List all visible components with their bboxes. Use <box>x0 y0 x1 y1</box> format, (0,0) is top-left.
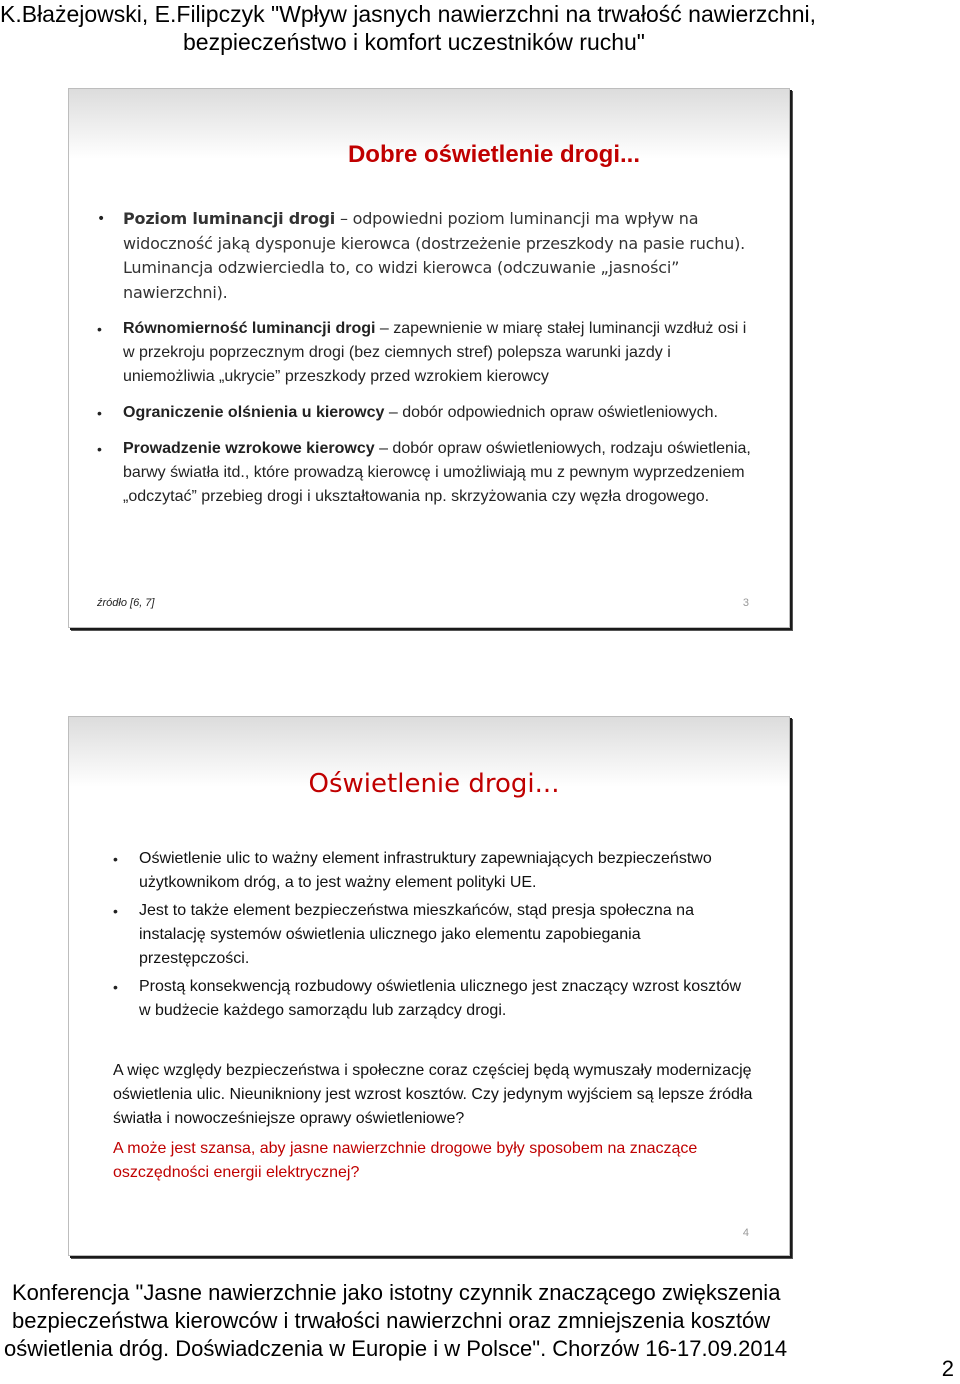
summary-paragraph: A więc względy bezpieczeństwa i społeczne coraz częściej będą wymuszały modernizację oświetlenia ulic. Nieunikniony jest wzrost kosztów. Czy jedynym wyjściem są lepsze źródła światła i nowocześniejsze oprawy oświetleniowe? <box>113 1062 753 1127</box>
footer-line-1: Konferencja "Jasne nawierzchnie jako istotny czynnik znaczącego zwiększenia <box>12 1280 781 1305</box>
slide-title: Oświetlenie drogi... <box>308 769 560 799</box>
bullet-text: – dobór opraw oświetleniowych, rodzaju oświetlenia, barwy światła itd., które prowadzą kierowcę i umożliwiają mu z pewnym wyprzedzeniem „odczytać” przebieg drogi i ukształtowania np. skrzyżowania czy węzła drogowego. <box>123 440 751 505</box>
highlight-paragraph: A może jest szansa, aby jasne nawierzchnie drogowe były sposobem na znaczące oszczędności energii elektrycznej? <box>113 1140 698 1181</box>
slide-4 <box>68 716 790 1256</box>
bullet-label: Ograniczenie olśnienia u kierowcy <box>123 404 385 421</box>
list-item <box>97 401 757 425</box>
bullet-list <box>113 847 753 1027</box>
header-line-2: bezpieczeństwo i komfort uczestników ruchu" <box>183 29 645 55</box>
slide-source: źródło [6, 7] <box>97 597 155 609</box>
bullet-text: – zapewnienie w miarę stałej luminancji wzdłuż osi i w przekroju poprzecznym drogi (bez ciemnych stref) polepsza warunki jazdy i uniemożliwia „ukrycie” przeszkody przed wzrokiem kierowcy <box>123 320 747 385</box>
list-item: • Jest to także element bezpieczeństwa mieszkańców, stąd presja społeczna na instalację systemów oświetlenia ulicznego jako elementu zapobiegania przestępczości. <box>113 899 753 971</box>
bullet-text: – dobór odpowiednich opraw oświetleniowych. <box>384 404 718 421</box>
footer-line-3: oświetlenia dróg. Doświadczenia w Europie i w Polsce". Chorzów 16-17.09.2014 <box>4 1336 788 1361</box>
slide-title: Dobre oświetlenie drogi... <box>347 141 641 168</box>
page-number: 2 <box>941 1356 954 1381</box>
bullet-label: Równomierność luminancji drogi <box>123 320 376 337</box>
slide-3 <box>68 88 790 628</box>
page-footer <box>0 1279 960 1363</box>
list-item <box>97 437 757 509</box>
bullet-label: Poziom luminancji drogi <box>123 209 336 228</box>
page-header <box>0 0 960 56</box>
bullet-label: Prowadzenie wzrokowe kierowcy <box>123 440 375 457</box>
bullet-text: – odpowiedni poziom luminancji ma wpływ na widoczność jaką dysponuje kierowca (dostrzeżenie przeszkody na pasie ruchu). Luminancja odzwierciedla to, co widzi kierowca (odczuwanie „jasności” nawierzchni). <box>123 209 746 302</box>
slide-number: 3 <box>742 597 749 609</box>
slide-number: 4 <box>742 1227 749 1239</box>
header-line-1: K.Błażejowski, E.Filipczyk "Wpływ jasnych nawierzchni na trwałość nawierzchni, <box>0 1 816 27</box>
list-item: • Prostą konsekwencją rozbudowy oświetlenia ulicznego jest znaczący wzrost kosztów w budżecie każdego samorządu lub zarządcy drogi. <box>113 975 753 1023</box>
bullet-list <box>97 207 757 521</box>
list-item: • Oświetlenie ulic to ważny element infrastruktury zapewniających bezpieczeństwo użytkownikom dróg, a to jest ważny element polityki UE. <box>113 847 753 895</box>
footer-line-2: bezpieczeństwa kierowców i trwałości nawierzchni oraz zmniejszenia kosztów <box>12 1308 771 1333</box>
list-item <box>97 317 757 389</box>
list-item <box>97 207 757 305</box>
